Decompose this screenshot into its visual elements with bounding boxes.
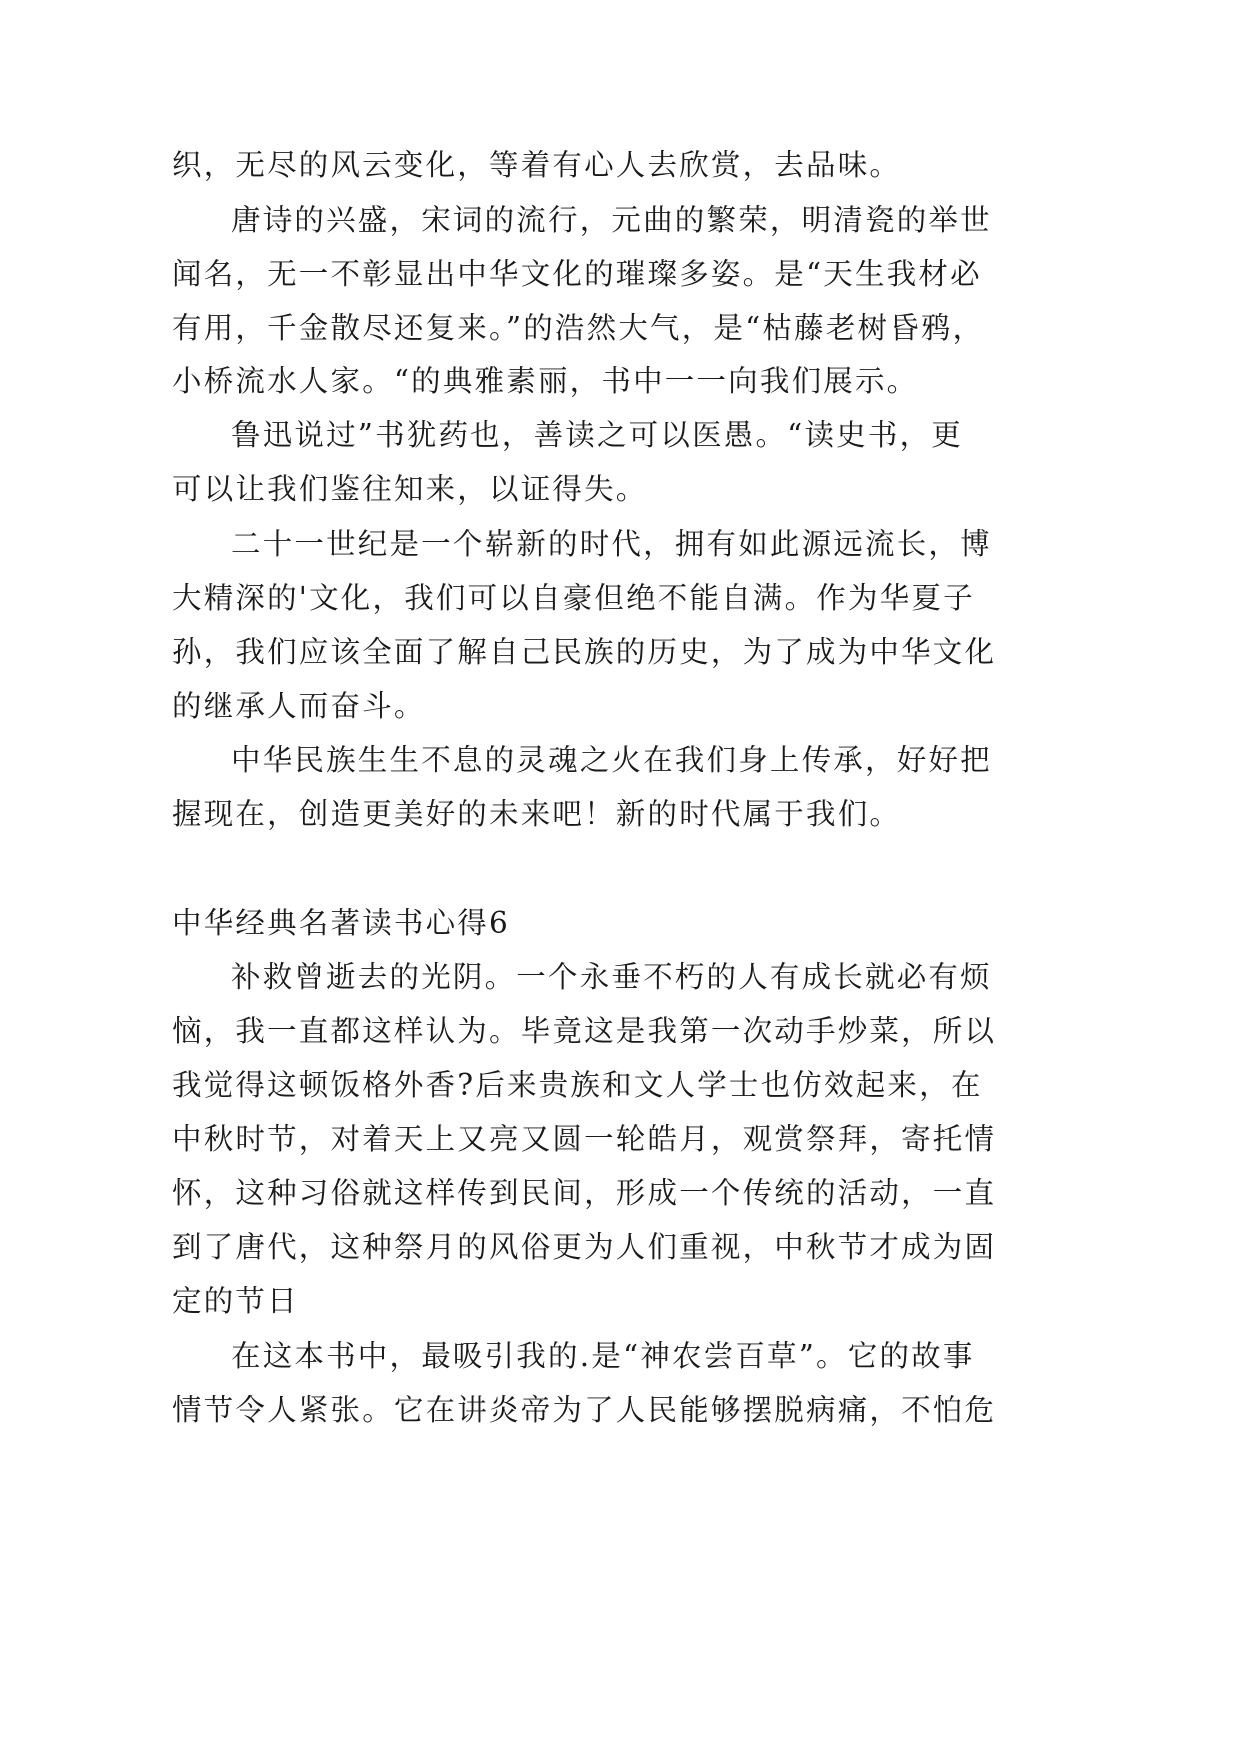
text-line: 恼，我一直都这样认为。毕竟这是我第一次动手炒菜，所以 <box>172 1014 997 1048</box>
text-line: 握现在，创造更美好的未来吧！新的时代属于我们。 <box>172 797 902 831</box>
text-line: 怀，这种习俗就这样传到民间，形成一个传统的活动，一直 <box>172 1176 997 1210</box>
text-line: 织，无尽的风云变化，等着有心人去欣赏，去品味。 <box>172 148 902 182</box>
text-line: 在这本书中，最吸引我的.是“神农尝百草”。它的故事 <box>231 1339 975 1373</box>
text-line: 有用，千金散尽还复来。”的浩然大气，是“枯藤老树昏鸦， <box>172 311 985 345</box>
text-line: 鲁迅说过”书犹药也，善读之可以医愚。“读史书，更 <box>231 418 963 452</box>
text-line: 闻名，无一不彰显出中华文化的璀璨多姿。是“天生我材必 <box>172 257 982 291</box>
text-line: 定的节日 <box>172 1284 299 1318</box>
text-line: 可以让我们鉴往知来，以证得失。 <box>172 472 648 506</box>
text-line: 情节令人紧张。它在讲炎帝为了人民能够摆脱病痛，不怕危 <box>172 1393 997 1427</box>
text-line: 我觉得这顿饭格外香?后来贵族和文人学士也仿效起来，在 <box>172 1068 983 1102</box>
text-line: 中华民族生生不息的灵魂之火在我们身上传承，好好把 <box>231 743 992 777</box>
text-line: 补救曾逝去的光阴。一个永垂不朽的人有成长就必有烦 <box>231 960 992 994</box>
text-line: 二十一世纪是一个崭新的时代，拥有如此源远流长，博 <box>231 527 992 561</box>
text-line: 小桥流水人家。“的典雅素丽，书中一一向我们展示。 <box>172 364 919 398</box>
section-heading: 中华经典名著读书心得6 <box>172 906 510 940</box>
text-line: 大精深的'文化，我们可以自豪但绝不能自满。作为华夏子 <box>172 581 975 615</box>
text-line: 孙，我们应该全面了解自己民族的历史，为了成为中华文化 <box>172 635 997 669</box>
text-line: 唐诗的兴盛，宋词的流行，元曲的繁荣，明清瓷的举世 <box>231 203 992 237</box>
text-line: 的继承人而奋斗。 <box>172 689 426 723</box>
text-line: 到了唐代，这种祭月的风俗更为人们重视，中秋节才成为固 <box>172 1230 997 1264</box>
text-line: 中秋时节，对着天上又亮又圆一轮皓月，观赏祭拜，寄托情 <box>172 1122 997 1156</box>
